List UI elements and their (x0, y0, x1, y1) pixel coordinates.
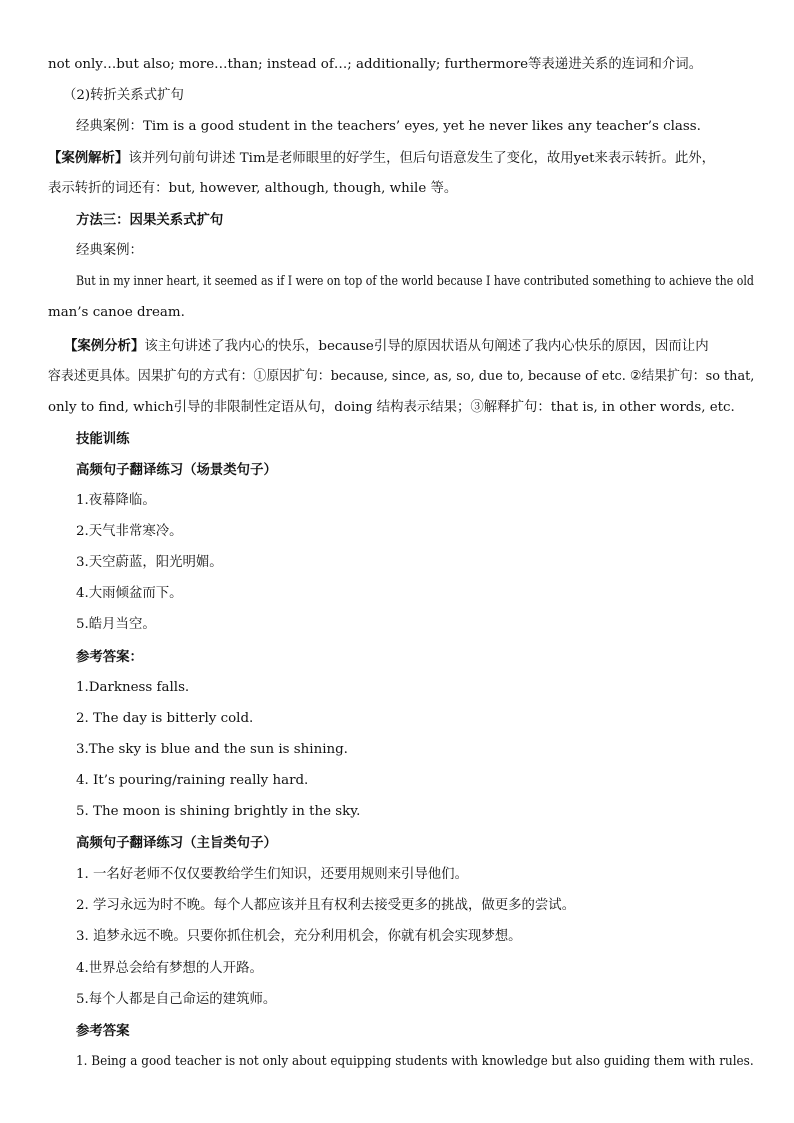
text-line: 表示转折的词还有：but, however, although, though, while 等。 (48, 181, 458, 196)
answer-heading: 参考答案： (76, 649, 143, 665)
text-line: not only…but also; more…than; instead of…; additionally; furthermore等表递进关系的连词和介词。 (48, 57, 703, 72)
analysis-text: 该并列句前句讲述 Tim是老师眼里的好学生，但后句语意发生了变化，故用yet来表示转折。此外， (128, 151, 716, 166)
section-heading: （2)转折关系式扩句 (63, 88, 184, 103)
text-line (64, 337, 709, 356)
list-item: 3.天空蔚蓝，阳光明媚。 (76, 555, 223, 570)
text-line: 经典案例：Tim is a good student in the teachers’ eyes, yet he never likes any teacher’s class. (76, 119, 701, 134)
text-line: 容表述更具体。因果扩句的方式有：①原因扩句：because, since, as, so, due to, because of etc. ②结果扩句：so that, (48, 369, 755, 384)
text-line (48, 149, 715, 168)
text-line: But in my inner heart, it seemed as if I were on top of the world because I have contributed something to achieve the old (76, 274, 754, 289)
list-item: 4.世界总会给有梦想的人开路。 (76, 961, 263, 976)
analysis-tag: 【案例分析】 (64, 338, 145, 354)
list-item: 1. 一名好老师不仅仅要教给学生们知识，还要用规则来引导他们。 (76, 867, 468, 882)
answer-heading: 参考答案 (76, 1023, 130, 1039)
list-item: 3. 追梦永远不晚。只要你抓住机会，充分利用机会，你就有机会实现梦想。 (76, 929, 522, 944)
list-item: 2.天气非常寒冷。 (76, 524, 183, 539)
list-item: 3.The sky is blue and the sun is shining. (76, 742, 348, 757)
analysis-text: 该主句讲述了我内心的快乐，because引导的原因状语从句阐述了我内心快乐的原因，因而让内 (144, 339, 709, 354)
text-line: only to find, which引导的非限制性定语从句，doing 结构表示结果；③解释扩句：that is, in other words, etc. (48, 400, 735, 415)
list-item: 1. Being a good teacher is not only about equipping students with knowledge but also guiding them with rules. (76, 1054, 754, 1069)
list-item: 2. 学习永远为时不晚。每个人都应该并且有权利去接受更多的挑战，做更多的尝试。 (76, 898, 576, 913)
list-item: 5.每个人都是自己命运的建筑师。 (76, 992, 277, 1007)
text-line: man’s canoe dream. (48, 305, 185, 320)
list-item: 2. The day is bitterly cold. (76, 711, 254, 726)
list-item: 5.皓月当空。 (76, 617, 156, 632)
analysis-tag: 【案例解析】 (48, 150, 129, 166)
list-item: 1.夜幕降临。 (76, 493, 156, 508)
section-heading: 高频句子翻译练习（场景类句子） (76, 462, 277, 478)
method-heading: 方法三：因果关系式扩句 (76, 212, 224, 228)
text-line: 经典案例： (76, 243, 143, 258)
section-heading: 技能训练 (76, 431, 130, 447)
list-item: 5. The moon is shining brightly in the sky. (76, 804, 361, 819)
section-heading: 高频句子翻译练习（主旨类句子） (76, 835, 277, 851)
list-item: 4. It’s pouring/raining really hard. (76, 773, 309, 788)
list-item: 1.Darkness falls. (76, 680, 190, 695)
list-item: 4.大雨倾盆而下。 (76, 586, 183, 601)
